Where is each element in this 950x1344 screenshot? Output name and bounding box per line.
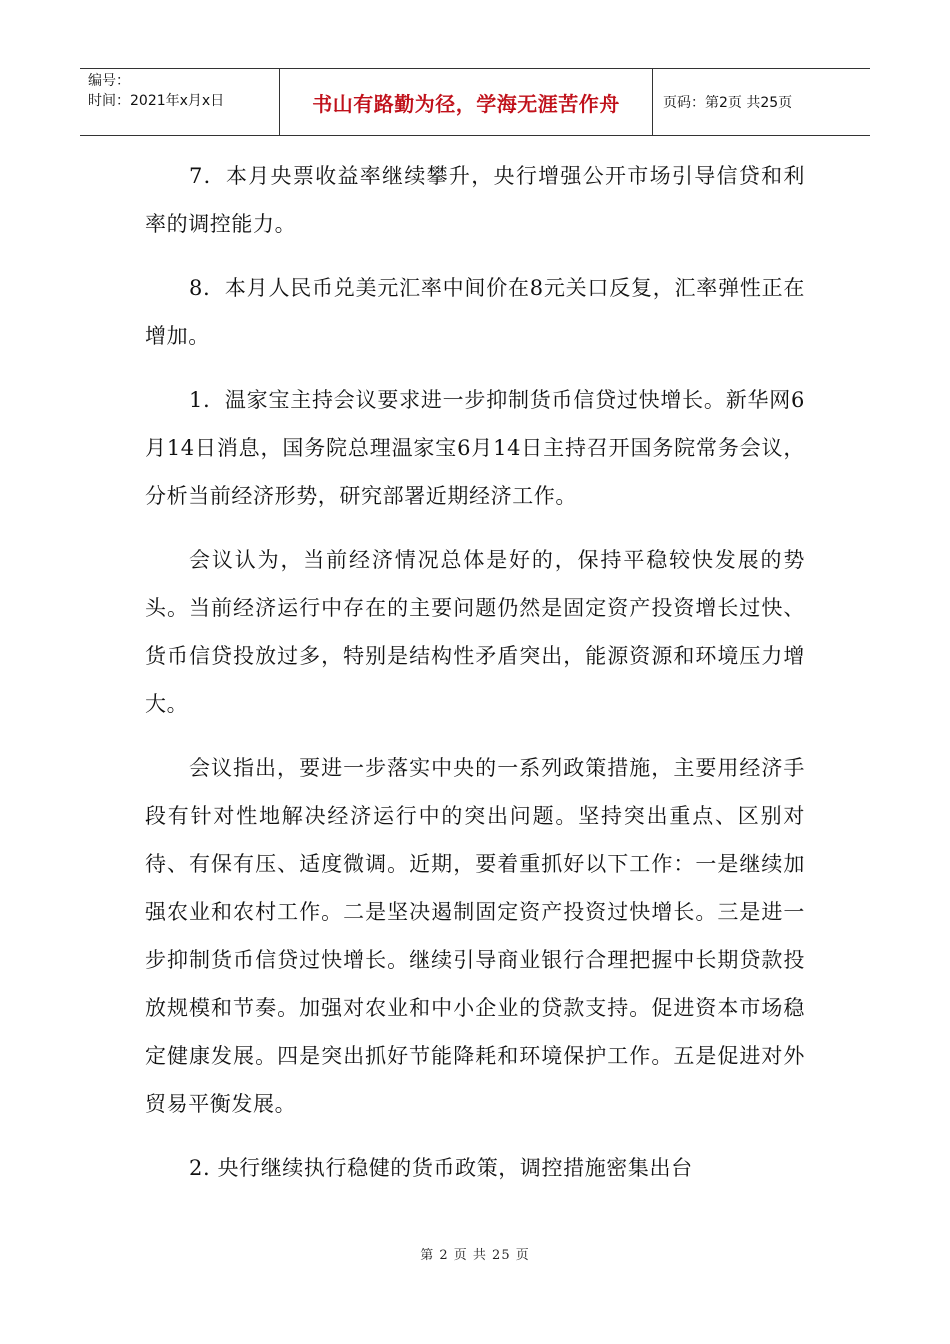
- header-motto: 书山有路勤为径，学海无涯苦作舟: [280, 69, 653, 135]
- document-body: [145, 152, 805, 1208]
- paragraph: 7．本月央票收益率继续攀升，央行增强公开市场引导信贷和利率的调控能力。: [145, 164, 805, 236]
- header-meta: [80, 69, 280, 135]
- page-footer: 第 2 页 共 25 页: [420, 1248, 530, 1263]
- document-date: 时间：2021年x月x日: [88, 93, 225, 109]
- document-number-label: 编号：: [88, 73, 130, 89]
- paragraph: 2. 央行继续执行稳健的货币政策，调控措施密集出台: [189, 1156, 693, 1180]
- paragraph: 8．本月人民币兑美元汇率中间价在8元关口反复，汇率弹性正在增加。: [145, 276, 805, 348]
- paragraph: 会议认为，当前经济情况总体是好的，保持平稳较快发展的势头。当前经济运行中存在的主要问题仍然是固定资产投资增长过快、货币信贷投放过多，特别是结构性矛盾突出，能源资源和环境压力增大。: [145, 548, 805, 716]
- paragraph: 会议指出，要进一步落实中央的一系列政策措施，主要用经济手段有针对性地解决经济运行中的突出问题。坚持突出重点、区别对待、有保有压、适度微调。近期，要着重抓好以下工作：一是继续加强农业和农村工作。二是坚决遏制固定资产投资过快增长。三是进一步抑制货币信贷过快增长。继续引导商业银行合理把握中长期贷款投放规模和节奏。加强对农业和中小企业的贷款支持。促进资本市场稳定健康发展。四是突出抓好节能降耗和环境保护工作。五是促进对外贸易平衡发展。: [145, 756, 805, 1116]
- paragraph: 1．温家宝主持会议要求进一步抑制货币信贷过快增长。新华网6月14日消息，国务院总理温家宝6月14日主持召开国务院常务会议，分析当前经济形势，研究部署近期经济工作。: [145, 388, 805, 508]
- header-page-info: 页码：第2页 共25页: [663, 95, 793, 111]
- page-header: [80, 68, 870, 136]
